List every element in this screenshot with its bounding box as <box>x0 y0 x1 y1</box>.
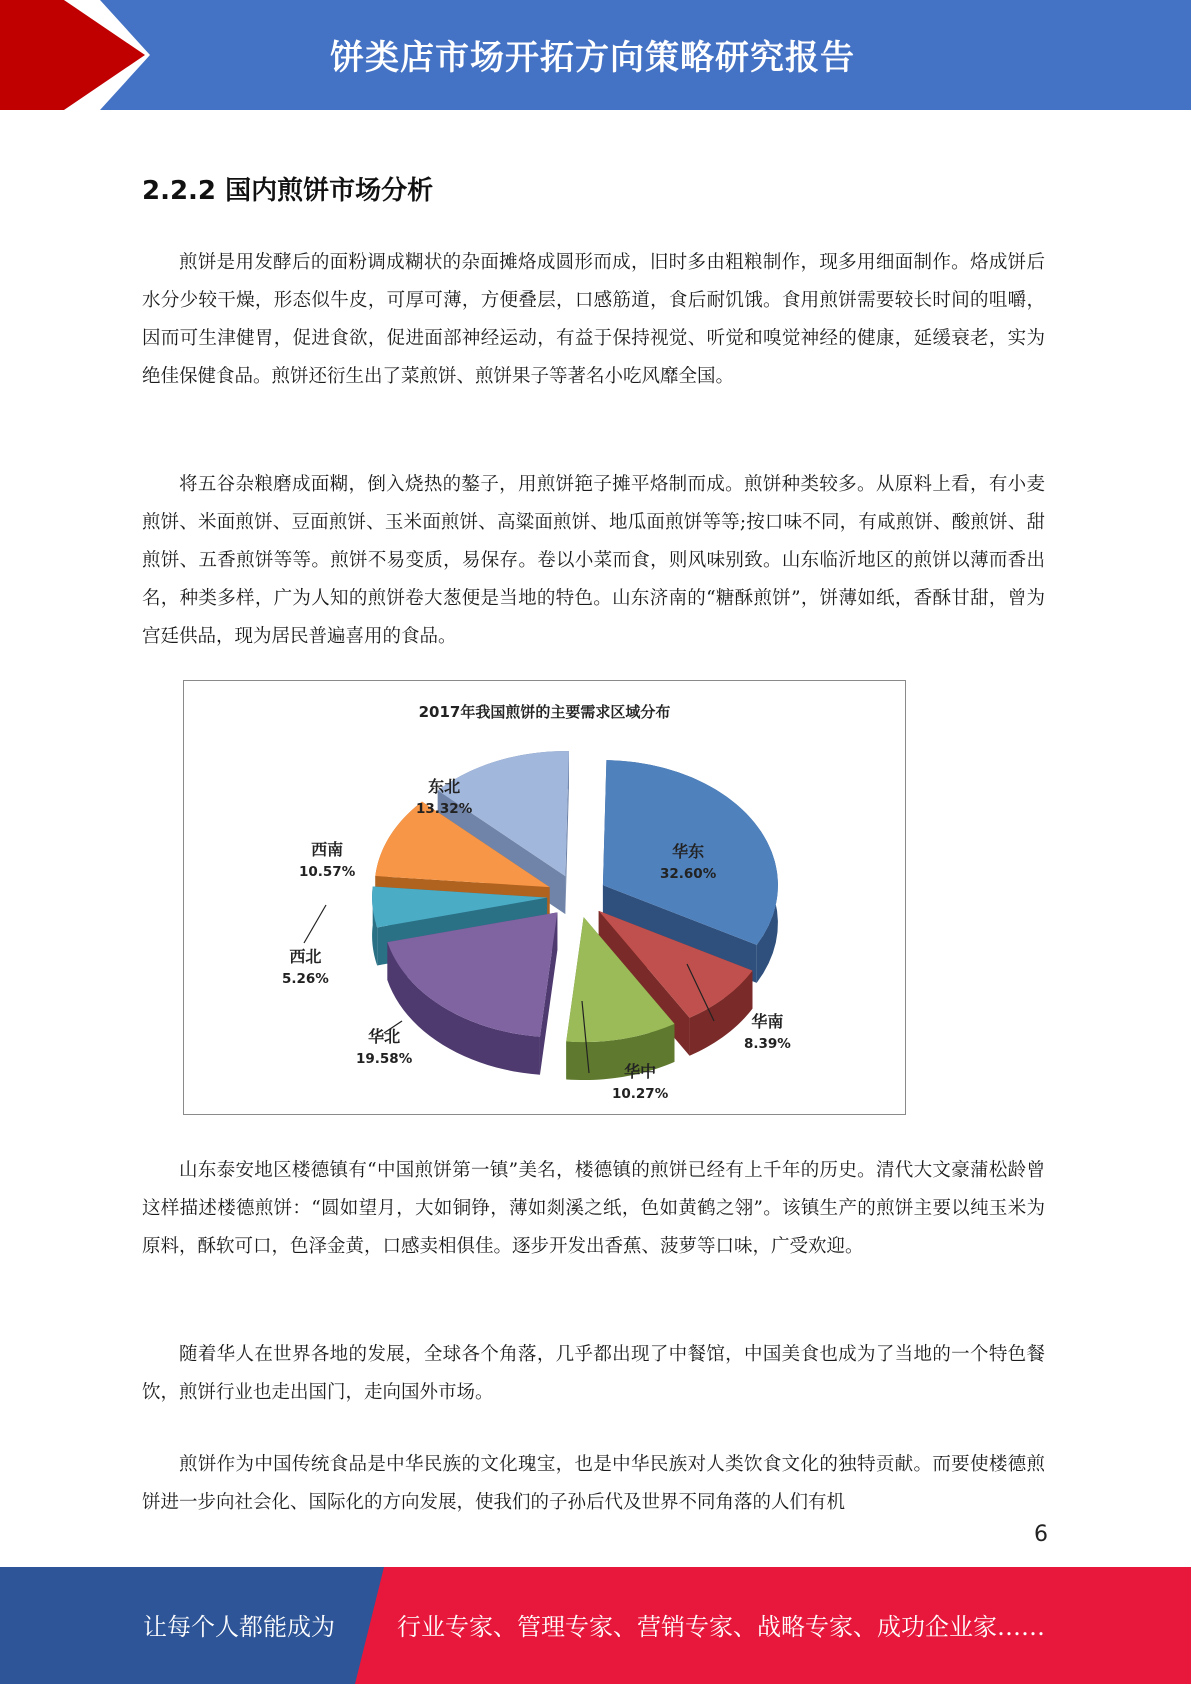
pie-label-name: 华南 <box>751 1012 784 1031</box>
pie-label-name: 华中 <box>624 1062 657 1081</box>
pie-label-1 <box>744 1011 791 1055</box>
paragraph-2: 将五谷杂粮磨成面糊，倒入烧热的鏊子，用煎饼筢子摊平烙制而成。煎饼种类较多。从原料上看，有小麦煎饼、米面煎饼、豆面煎饼、玉米面煎饼、高粱面煎饼、地瓜面煎饼等等;按口味不同，有咸煎饼、酸煎饼、甜煎饼、五香煎饼等等。煎饼不易变质，易保存。卷以小菜而食，则风味别致。山东临沂地区的煎饼以薄而香出名，种类多样，广为人知的煎饼卷大葱便是当地的特色。山东济南的“糖酥煎饼”，饼薄如纸，香酥甘甜，曾为宫廷供品，现为居民普遍喜用的食品。 <box>142 474 1045 647</box>
pie-label-name: 华东 <box>672 842 705 861</box>
pie-chart-canvas <box>184 681 905 1114</box>
page-footer <box>0 1567 1191 1684</box>
pie-label-5 <box>299 839 355 883</box>
paragraph-1: 煎饼是用发酵后的面粉调成糊状的杂面摊烙成圆形而成，旧时多由粗粮制作，现多用细面制作。烙成饼后水分少较干燥，形态似牛皮，可厚可薄，方便叠层，口感筋道，食后耐饥饿。食用煎饼需要较长时间的咀嚼，因而可生津健胃，促进食欲，促进面部神经运动，有益于保持视觉、听觉和嗅觉神经的健康，延缓衰老，实为绝佳保健食品。煎饼还衍生出了菜煎饼、煎饼果子等著名小吃风靡全国。 <box>142 252 1045 387</box>
section-heading: 2.2.2 国内煎饼市场分析 <box>142 176 434 206</box>
paragraph-4: 随着华人在世界各地的发展，全球各个角落，几乎都出现了中餐馆，中国美食也成为了当地的一个特色餐饮，煎饼行业也走出国门，走向国外市场。 <box>142 1344 1045 1403</box>
pie-label-name: 华北 <box>368 1027 401 1046</box>
pie-chart <box>183 680 906 1115</box>
paragraph-3: 山东泰安地区楼德镇有“中国煎饼第一镇”美名，楼德镇的煎饼已经有上千年的历史。清代大文豪蒲松龄曾这样描述楼德煎饼：“圆如望月，大如铜铮，薄如剡溪之纸，色如黄鹤之翎”。该镇生产的煎饼主要以纯玉米为原料，酥软可口，色泽金黄，口感卖相俱佳。逐步开发出香蕉、菠萝等口味，广受欢迎。 <box>142 1160 1045 1257</box>
page-header <box>0 0 1191 110</box>
pie-label-value: 32.60% <box>660 866 717 882</box>
pie-label-value: 19.58% <box>356 1051 413 1067</box>
page-number: 6 <box>1034 1522 1048 1547</box>
pie-label-2 <box>612 1061 668 1105</box>
pie-label-value: 10.57% <box>299 864 356 880</box>
pie-label-3 <box>356 1026 412 1070</box>
pie-label-4 <box>282 946 329 990</box>
chart-title: 2017年我国煎饼的主要需求区域分布 <box>418 703 671 721</box>
pie-label-0 <box>660 841 716 885</box>
pie-label-name: 东北 <box>428 777 461 796</box>
pie-label-value: 8.39% <box>744 1036 791 1052</box>
pie-label-6 <box>416 776 472 820</box>
footer-slogan-left: 让每个人都能成为 <box>143 1613 335 1641</box>
pie-label-name: 西北 <box>289 947 322 966</box>
pie-leader-line-3 <box>304 905 326 943</box>
pie-label-value: 5.26% <box>282 971 329 987</box>
footer-slogan-right: 行业专家、管理专家、营销专家、战略专家、成功企业家…… <box>397 1613 1045 1641</box>
paragraph-5: 煎饼作为中国传统食品是中华民族的文化瑰宝，也是中华民族对人类饮食文化的独特贡献。而要使楼德煎饼进一步向社会化、国际化的方向发展，使我们的子孙后代及世界不同角落的人们有机 <box>142 1454 1045 1513</box>
pie-label-value: 10.27% <box>612 1086 669 1102</box>
pie-label-value: 13.32% <box>416 801 473 817</box>
pie-label-name: 西南 <box>311 840 344 859</box>
header-red-arrow <box>0 0 150 110</box>
report-title: 饼类店市场开拓方向策略研究报告 <box>330 38 855 78</box>
